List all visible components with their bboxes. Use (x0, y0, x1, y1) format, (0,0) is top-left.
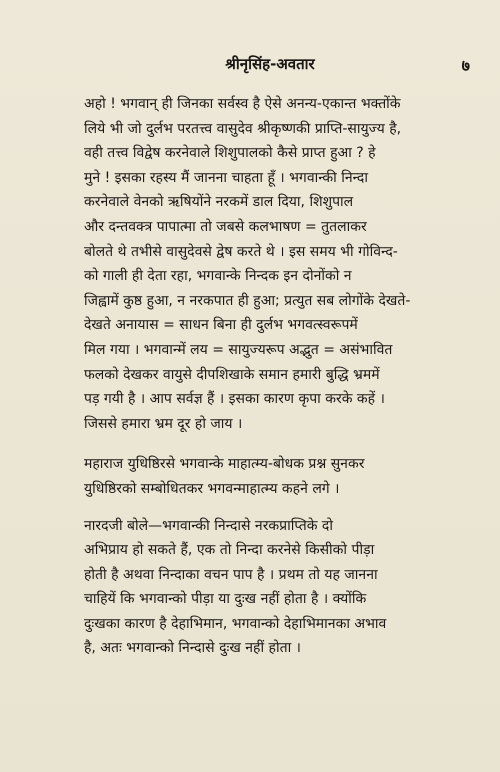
text-line: चाहियें कि भगवान्को पीड़ा या दुःख नहीं होता है । क्योंकि (84, 591, 367, 608)
text-line: फलको देखकर वायुसे दीपशिखाके समान हमारी बुद्धि भ्रममें (84, 366, 380, 383)
page-number: ७ (461, 56, 470, 75)
text-line: है, अतः भगवान्को निन्दासे दुःख नहीं होता । (84, 640, 301, 657)
page-header (70, 54, 470, 76)
text-line: करनेवाले वेनको ऋषियोंने नरकमें डाल दिया, शिशुपाल (84, 194, 354, 211)
text-line: अभिप्राय हो सकते हैं, एक तो निन्दा करनेसे किसीको पीड़ा (84, 542, 375, 559)
text-line: पड़ गयी है । आप सर्वज्ञ हैं । इसका कारण कृपा करके कहें । (84, 391, 385, 408)
text-line: युधिष्ठिरको सम्बोधितकर भगवन्माहात्म्य कहने लगे । (84, 480, 340, 497)
text-line: बोलते थे तभीसे वासुदेवसे द्वेष करते थे । इस समय भी गोविन्द- (84, 243, 398, 260)
running-title: श्रीनृसिंह-अवतार (225, 55, 315, 73)
text-line: जिससे हमारा भ्रम दूर हो जाय । (84, 415, 243, 432)
text-line: मुने ! इसका रहस्य मैं जानना चाहता हूँ । भगवान्की निन्दा (84, 169, 368, 186)
paragraph-narada-reply (84, 514, 470, 662)
text-line: महाराज युधिष्ठिरसे भगवान्के माहात्म्य-बोधक प्रश्न सुनकर (84, 456, 365, 473)
text-line: देखते अनायास = साधन बिना ही दुर्लभ भगवत्स्वरूपमें (84, 317, 358, 334)
paragraph-narration (84, 452, 470, 501)
text-line: लिये भी जो दुर्लभ परतत्त्व वासुदेव श्रीकृष्णकी प्राप्ति-सायुज्य है, (84, 120, 402, 137)
text-line: और दन्तवक्त्र पापात्मा तो जबसे कलभाषण = तुतलाकर (84, 218, 367, 235)
paragraph-question (84, 92, 470, 436)
body-text (84, 92, 470, 661)
text-line: को गाली ही देता रहा, भगवान्के निन्दक इन दोनोंको न (84, 268, 352, 285)
text-line: होती है अथवा निन्दाका वचन पाप है । प्रथम तो यह जानना (84, 566, 378, 583)
text-line: दुःखका कारण है देहाभिमान, भगवान्को देहाभिमानका अभाव (84, 615, 387, 632)
text-line: वही तत्त्व विद्वेष करनेवाले शिशुपालको कैसे प्राप्त हुआ ? हे (84, 145, 376, 162)
text-line: मिल गया । भगवान्में लय = सायुज्यरूप अद्भुत = असंभावित (84, 341, 393, 358)
text-line: जिह्वामें कुष्ठ हुआ, न नरकपात ही हुआ; प्रत्युत सब लोगोंके देखते- (84, 292, 411, 309)
text-line: नारदजी बोले—भगवान्की निन्दासे नरकप्राप्तिके दो (84, 517, 333, 534)
text-line: अहो ! भगवान् ही जिनका सर्वस्व है ऐसे अनन्य-एकान्त भक्तोंके (84, 96, 401, 112)
